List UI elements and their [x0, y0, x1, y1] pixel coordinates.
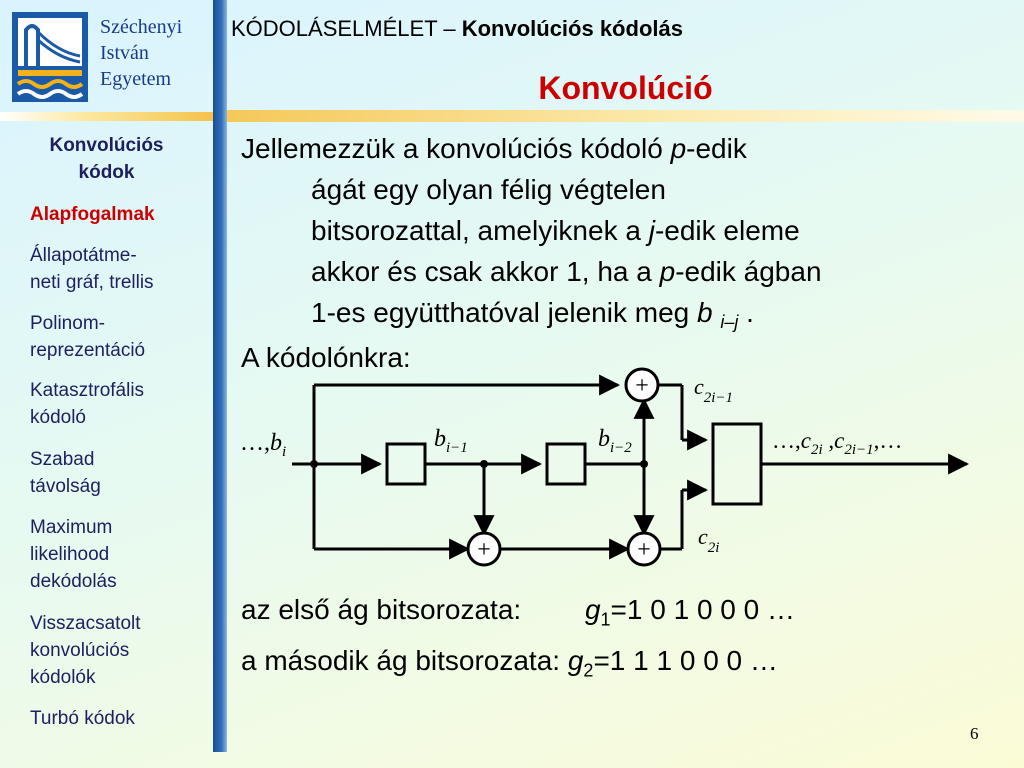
paragraph-line — [241, 210, 1011, 251]
text-run: -edik eleme — [654, 215, 800, 246]
paragraph-line — [241, 292, 1011, 337]
definition-paragraph — [241, 128, 1011, 378]
encoder-diagram — [232, 360, 972, 580]
output-sequence-label — [772, 428, 902, 458]
sidebar-item-szabad-tavolsag[interactable] — [30, 446, 101, 500]
subscript: 2i — [707, 540, 720, 556]
branch1-line — [241, 594, 795, 631]
page-number: 6 — [970, 724, 979, 743]
subscript: 1 — [600, 609, 611, 630]
sidebar-item-katasztrofalis[interactable] — [30, 377, 144, 431]
sidebar-item-label: Maximum — [30, 517, 113, 538]
var-c: c — [694, 374, 704, 399]
sidebar-item-label: Szabad — [30, 449, 95, 470]
input-label — [240, 430, 286, 460]
branch2-line — [241, 645, 778, 682]
text-run: bitsorozattal, amelyiknek a — [311, 215, 649, 246]
text-run: …, — [240, 430, 270, 456]
header-divider — [227, 110, 1024, 122]
sidebar-header-divider — [0, 112, 213, 121]
university-logo — [12, 12, 88, 102]
var-c: c — [834, 428, 845, 453]
text-run: …, — [772, 428, 801, 453]
subscript: 2i — [810, 442, 823, 458]
sidebar-item-label: Katasztrofális — [30, 380, 145, 401]
sidebar-item-label: neti gráf, trellis — [30, 272, 154, 293]
sidebar-item-label: kódoló — [30, 407, 86, 428]
sidebar-item-label: likelihood — [30, 544, 110, 565]
course-topic: Konvolúciós kódolás — [461, 16, 683, 41]
university-name-line: Egyetem — [100, 68, 172, 90]
sidebar-item-maximum-likelihood[interactable] — [30, 514, 117, 595]
var-p: p — [670, 133, 687, 164]
adder-symbol: + — [635, 373, 649, 399]
sidebar-item-label: reprezentáció — [30, 340, 146, 361]
vertical-divider-bar — [213, 0, 227, 752]
text-run: -edik ágban — [675, 256, 822, 287]
var-c: c — [698, 524, 708, 549]
sidebar-item-turbo-kodok[interactable] — [30, 705, 135, 732]
course-prefix: KÓDOLÁSELMÉLET – — [231, 16, 462, 41]
branch2-label: a második ág bitsorozata: — [241, 645, 568, 676]
subscript: i — [282, 444, 287, 460]
sidebar-item-alapfogalmak[interactable] — [30, 201, 155, 228]
text-run: akkor és csak akkor 1, ha a — [311, 256, 660, 287]
university-name-line: István — [100, 42, 149, 64]
course-title — [231, 16, 683, 42]
var-p: p — [659, 256, 676, 287]
subscript: i−2 — [610, 440, 632, 456]
sidebar-item-label: Visszacsatolt — [30, 613, 141, 634]
text-run: . — [738, 297, 754, 328]
sidebar-item-label: konvolúciós — [30, 640, 130, 661]
slide-title: Konvolúció — [538, 70, 713, 106]
var-g: g — [567, 645, 584, 676]
paragraph-line — [241, 251, 1011, 292]
sidebar-item-label: Turbó kódok — [30, 708, 135, 729]
subscript: 2i−1 — [703, 390, 734, 406]
text-run: 1-es együtthatóval jelenik meg — [311, 297, 697, 328]
sidebar-item-label: Alapfogalmak — [30, 204, 155, 225]
sidebar-item-polinom[interactable] — [30, 310, 145, 364]
subscript: 2 — [583, 660, 594, 681]
subscript: 2i−1 — [844, 442, 874, 458]
sidebar-heading — [0, 132, 213, 186]
delay2-label — [598, 426, 632, 456]
sidebar-item-label: kódolók — [30, 667, 96, 688]
sidebar-item-label: dekódolás — [30, 571, 117, 592]
sidebar-item-visszacsatolt[interactable] — [30, 610, 141, 691]
delay-register-2 — [547, 444, 585, 484]
subscript: i−1 — [446, 440, 468, 456]
branch1-label: az első ág bitsorozata: — [241, 594, 522, 625]
sidebar-heading-line: Konvolúciós — [49, 135, 164, 156]
var-c: c — [800, 428, 811, 453]
sidebar-heading-line: kódok — [78, 162, 135, 183]
text-run: ,… — [873, 428, 903, 453]
var-j: j — [648, 215, 655, 246]
multiplexer-box — [713, 424, 761, 504]
sidebar-item-label: távolság — [30, 476, 101, 497]
branch1-sequence: =1 0 1 0 0 0 … — [610, 594, 796, 625]
delay-register-1 — [387, 444, 425, 484]
var-g: g — [584, 594, 601, 625]
var-b: b — [270, 430, 282, 456]
branch2-sequence: =1 1 1 0 0 0 … — [593, 645, 778, 676]
top-output-label — [694, 374, 733, 406]
adder-symbol: + — [477, 537, 491, 563]
delay1-label — [434, 426, 468, 456]
subscript: i–j — [720, 312, 739, 332]
text-run: -edik — [686, 133, 747, 164]
var-b: b — [697, 297, 713, 328]
university-name-line: Széchenyi — [100, 16, 183, 38]
var-b: b — [434, 426, 446, 452]
university-name — [100, 14, 210, 92]
text-run: Jellemezzük a konvolúciós kódoló — [241, 133, 671, 164]
text-run: , — [822, 428, 835, 453]
sidebar-item-label: Állapotátme- — [30, 245, 137, 266]
paragraph-line — [241, 128, 1011, 169]
sidebar-item-allapotatmeneti[interactable] — [30, 242, 154, 296]
sidebar-item-label: Polinom- — [30, 313, 105, 334]
bottom-output-label — [698, 524, 719, 556]
var-b: b — [598, 426, 610, 452]
encoder-intro: A kódolónkra: — [241, 342, 411, 373]
adder-symbol: + — [637, 537, 651, 563]
paragraph-line: ágát egy olyan félig végtelen — [311, 174, 666, 205]
